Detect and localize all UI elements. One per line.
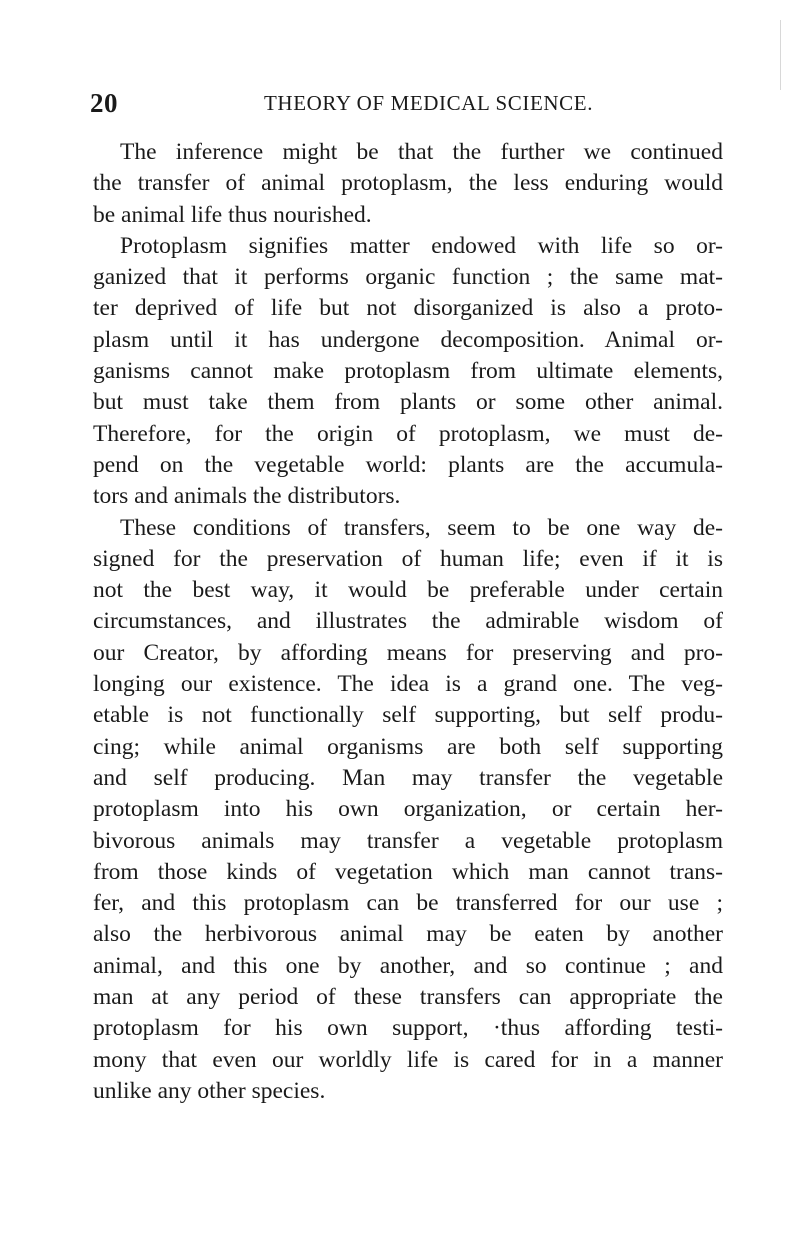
text-line: circumstances, and illustrates the admirable wisdom of [93,608,723,635]
text-line: also the herbivorous animal may be eaten by another [93,921,723,948]
paragraph [93,137,723,231]
page-number: 20 [90,88,118,118]
text-line: our Creator, by affording means for preserving and pro- [93,639,723,666]
text-line: mony that even our worldly life is cared for in a manner [93,1046,723,1073]
text-line: the transfer of animal protoplasm, the less enduring would [93,170,723,197]
text-line: ter deprived of life but not disorganized is also a proto- [93,295,723,322]
text-line: man at any period of these transfers can appropriate the [93,984,723,1011]
text-line: bivorous animals may transfer a vegetable protoplasm [93,827,723,854]
text-line: not the best way, it would be preferable under certain [93,577,723,604]
text-line: protoplasm into his own organization, or certain her- [93,796,723,823]
text-line: from those kinds of vegetation which man cannot trans- [93,858,723,885]
body-text [93,137,723,1107]
text-line: signed for the preservation of human life; even if it is [93,545,723,572]
running-title: THEORY OF MEDICAL SCIENCE. [264,91,594,115]
text-line: be animal life thus nourished. [93,201,372,228]
paragraph [93,513,723,1108]
text-line: animal, and this one by another, and so continue ; and [93,952,723,979]
text-line: fer, and this protoplasm can be transferred for our use ; [93,890,723,917]
text-line: cing; while animal organisms are both self supporting [93,733,723,760]
text-line: tors and animals the distributors. [93,483,401,510]
paragraph [93,231,723,513]
text-line: The inference might be that the further we continued [120,139,723,165]
text-line: longing our existence. The idea is a grand one. The veg- [93,671,723,698]
text-line: Therefore, for the origin of protoplasm, we must de- [93,420,723,447]
text-line: ganized that it performs organic function ; the same mat- [93,264,723,291]
text-line: unlike any other species. [93,1077,326,1104]
running-header [90,88,740,120]
text-line: etable is not functionally self supporting, but self produ- [93,702,723,729]
text-line: These conditions of transfers, seem to be one way de- [120,514,723,541]
text-line: ganisms cannot make protoplasm from ultimate elements, [93,358,723,385]
text-line: pend on the vegetable world: plants are the accumula- [93,451,723,478]
text-line: Protoplasm signifies matter endowed with life so or- [120,232,723,259]
text-line: but must take them from plants or some other animal. [93,389,723,416]
text-line: protoplasm for his own support, ·thus affording testi- [93,1015,723,1042]
page-edge-shadow [780,20,781,90]
text-line: and self producing. Man may transfer the vegetable [93,764,723,791]
text-line: plasm until it has undergone decomposition. Animal or- [93,326,723,353]
